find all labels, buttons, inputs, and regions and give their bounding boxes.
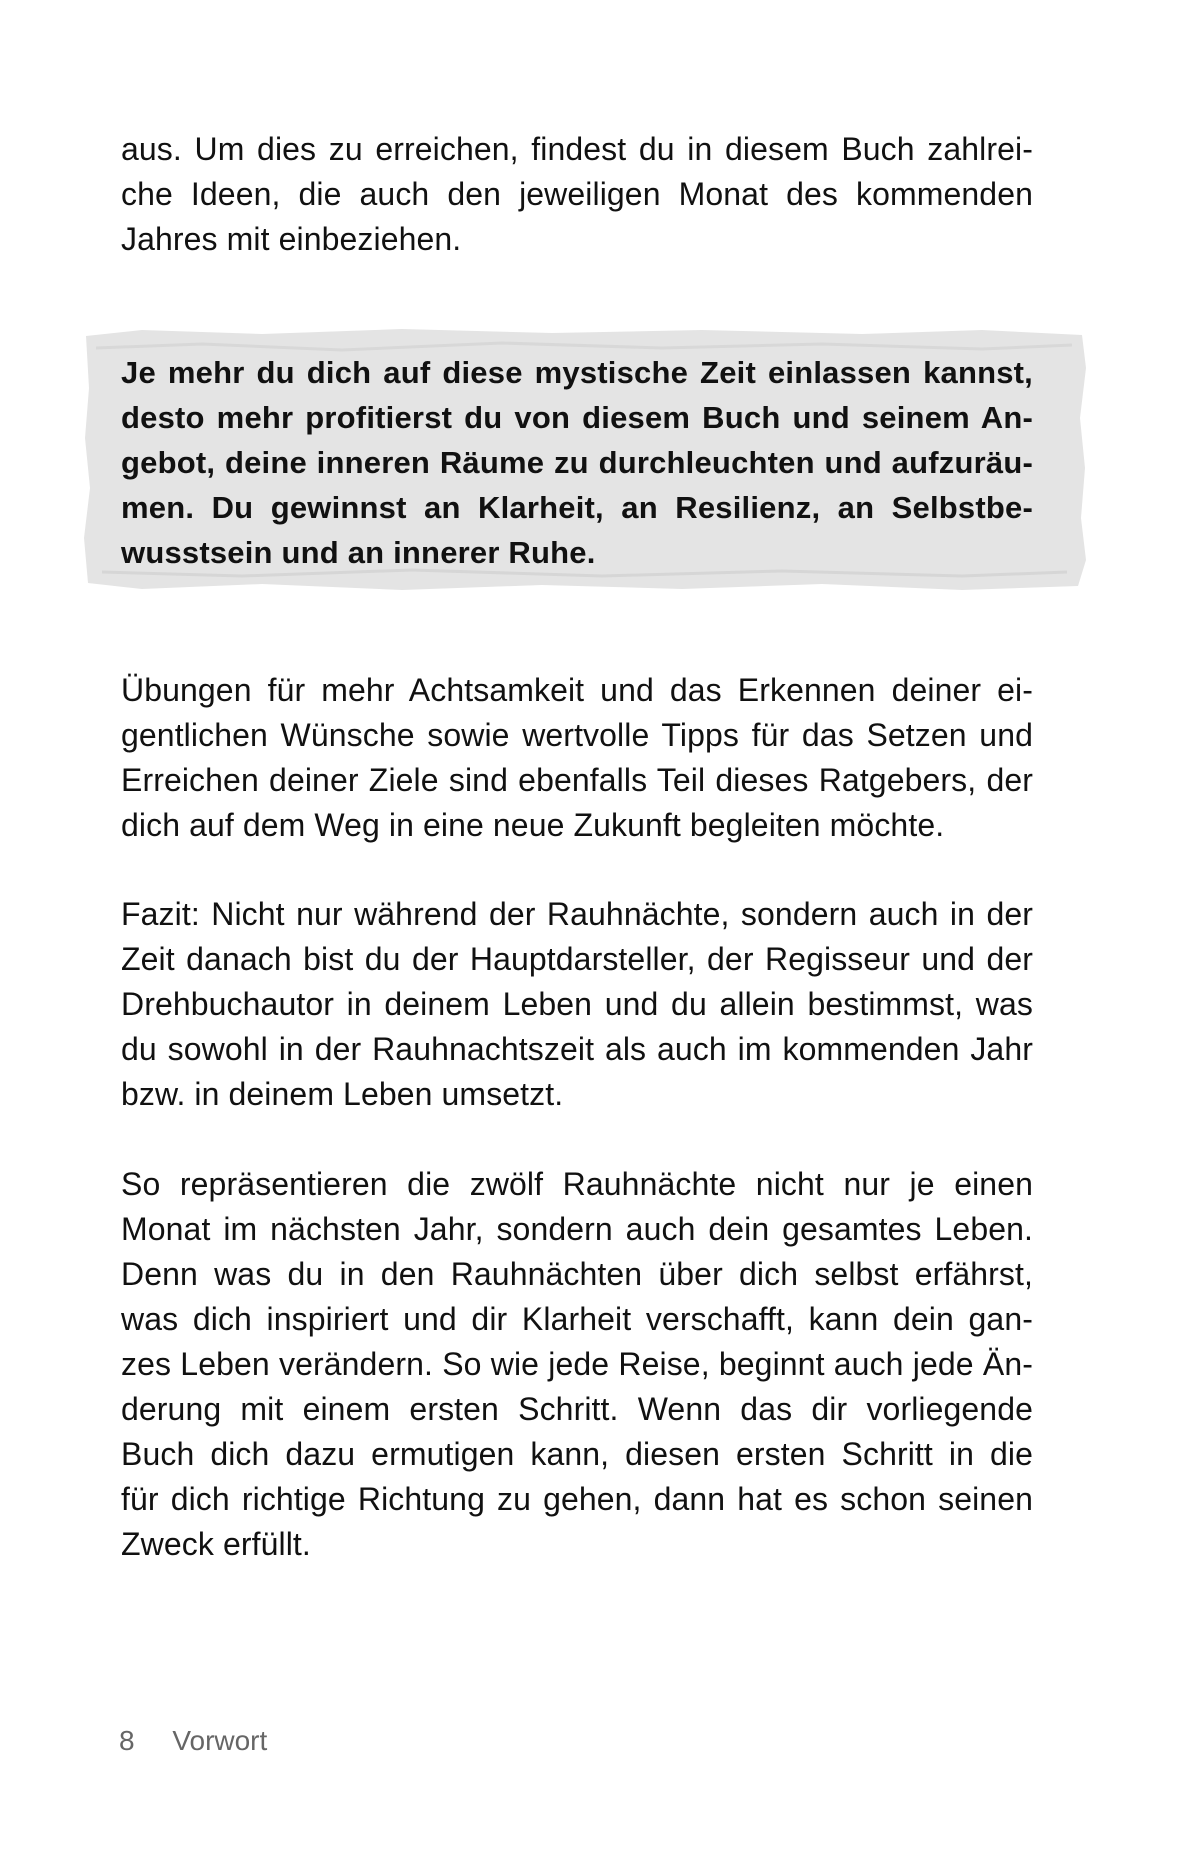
text-line: Je mehr du dich auf diese mystische Zeit einlassen kannst, bbox=[121, 355, 1033, 390]
text-line: Zeit danach bist du der Hauptdarsteller, der Regisseur und der bbox=[121, 941, 1033, 977]
text-line: für dich richtige Richtung zu gehen, dann hat es schon seinen bbox=[121, 1481, 1033, 1517]
text-line: du sowohl in der Rauhnachtszeit als auch im kommenden Jahr bbox=[121, 1031, 1033, 1067]
text-line: Fazit: Nicht nur während der Rauhnächte, sondern auch in der bbox=[121, 896, 1033, 932]
text-line: So repräsentieren die zwölf Rauhnächte nicht nur je einen bbox=[121, 1166, 1033, 1202]
text-line: gebot, deine inneren Räume zu durchleuchten und aufzuräu- bbox=[121, 445, 1033, 480]
paragraph-exercises bbox=[121, 668, 1033, 848]
text-line: che Ideen, die auch den jeweiligen Monat des kommenden bbox=[121, 176, 1033, 212]
text-line: Übungen für mehr Achtsamkeit und das Erkennen deiner ei- bbox=[121, 672, 1033, 708]
text-line: Monat im nächsten Jahr, sondern auch dein gesamtes Leben. bbox=[121, 1211, 1033, 1247]
text-line: bzw. in deinem Leben umsetzt. bbox=[121, 1076, 564, 1112]
paragraph-closing bbox=[121, 1162, 1033, 1567]
text-line: gentlichen Wünsche sowie wertvolle Tipps für das Setzen und bbox=[121, 717, 1033, 753]
text-line: Buch dich dazu ermutigen kann, diesen ersten Schritt in die bbox=[121, 1436, 1033, 1472]
text-line: desto mehr profitierst du von diesem Buch und seinem An- bbox=[121, 400, 1033, 435]
text-line: Erreichen deiner Ziele sind ebenfalls Teil dieses Ratgebers, der bbox=[121, 762, 1033, 798]
page-footer bbox=[119, 1725, 267, 1757]
text-line: was dich inspiriert und dir Klarheit verschafft, kann dein gan- bbox=[121, 1301, 1033, 1337]
text-line: Zweck erfüllt. bbox=[121, 1526, 311, 1562]
text-line: derung mit einem ersten Schritt. Wenn das dir vorliegende bbox=[121, 1391, 1033, 1427]
paragraph-conclusion bbox=[121, 892, 1033, 1117]
text-line: Denn was du in den Rauhnächten über dich selbst erfährst, bbox=[121, 1256, 1033, 1292]
section-title: Vorwort bbox=[172, 1725, 268, 1756]
text-line: wusstsein und an innerer Ruhe. bbox=[121, 535, 596, 570]
page-number: 8 bbox=[119, 1725, 135, 1756]
paragraph-intro-continuation bbox=[121, 127, 1033, 262]
text-line: Drehbuchautor in deinem Leben und du allein bestimmst, was bbox=[121, 986, 1033, 1022]
highlight-text bbox=[121, 350, 1033, 575]
text-line: men. Du gewinnst an Klarheit, an Resilienz, an Selbstbe- bbox=[121, 490, 1033, 525]
highlight-box bbox=[82, 328, 1088, 592]
text-line: aus. Um dies zu erreichen, findest du in diesem Buch zahlrei- bbox=[121, 131, 1033, 167]
text-line: zes Leben verändern. So wie jede Reise, beginnt auch jede Än- bbox=[121, 1346, 1033, 1382]
text-line: dich auf dem Weg in eine neue Zukunft begleiten möchte. bbox=[121, 807, 945, 843]
text-line: Jahres mit einbeziehen. bbox=[121, 221, 462, 257]
